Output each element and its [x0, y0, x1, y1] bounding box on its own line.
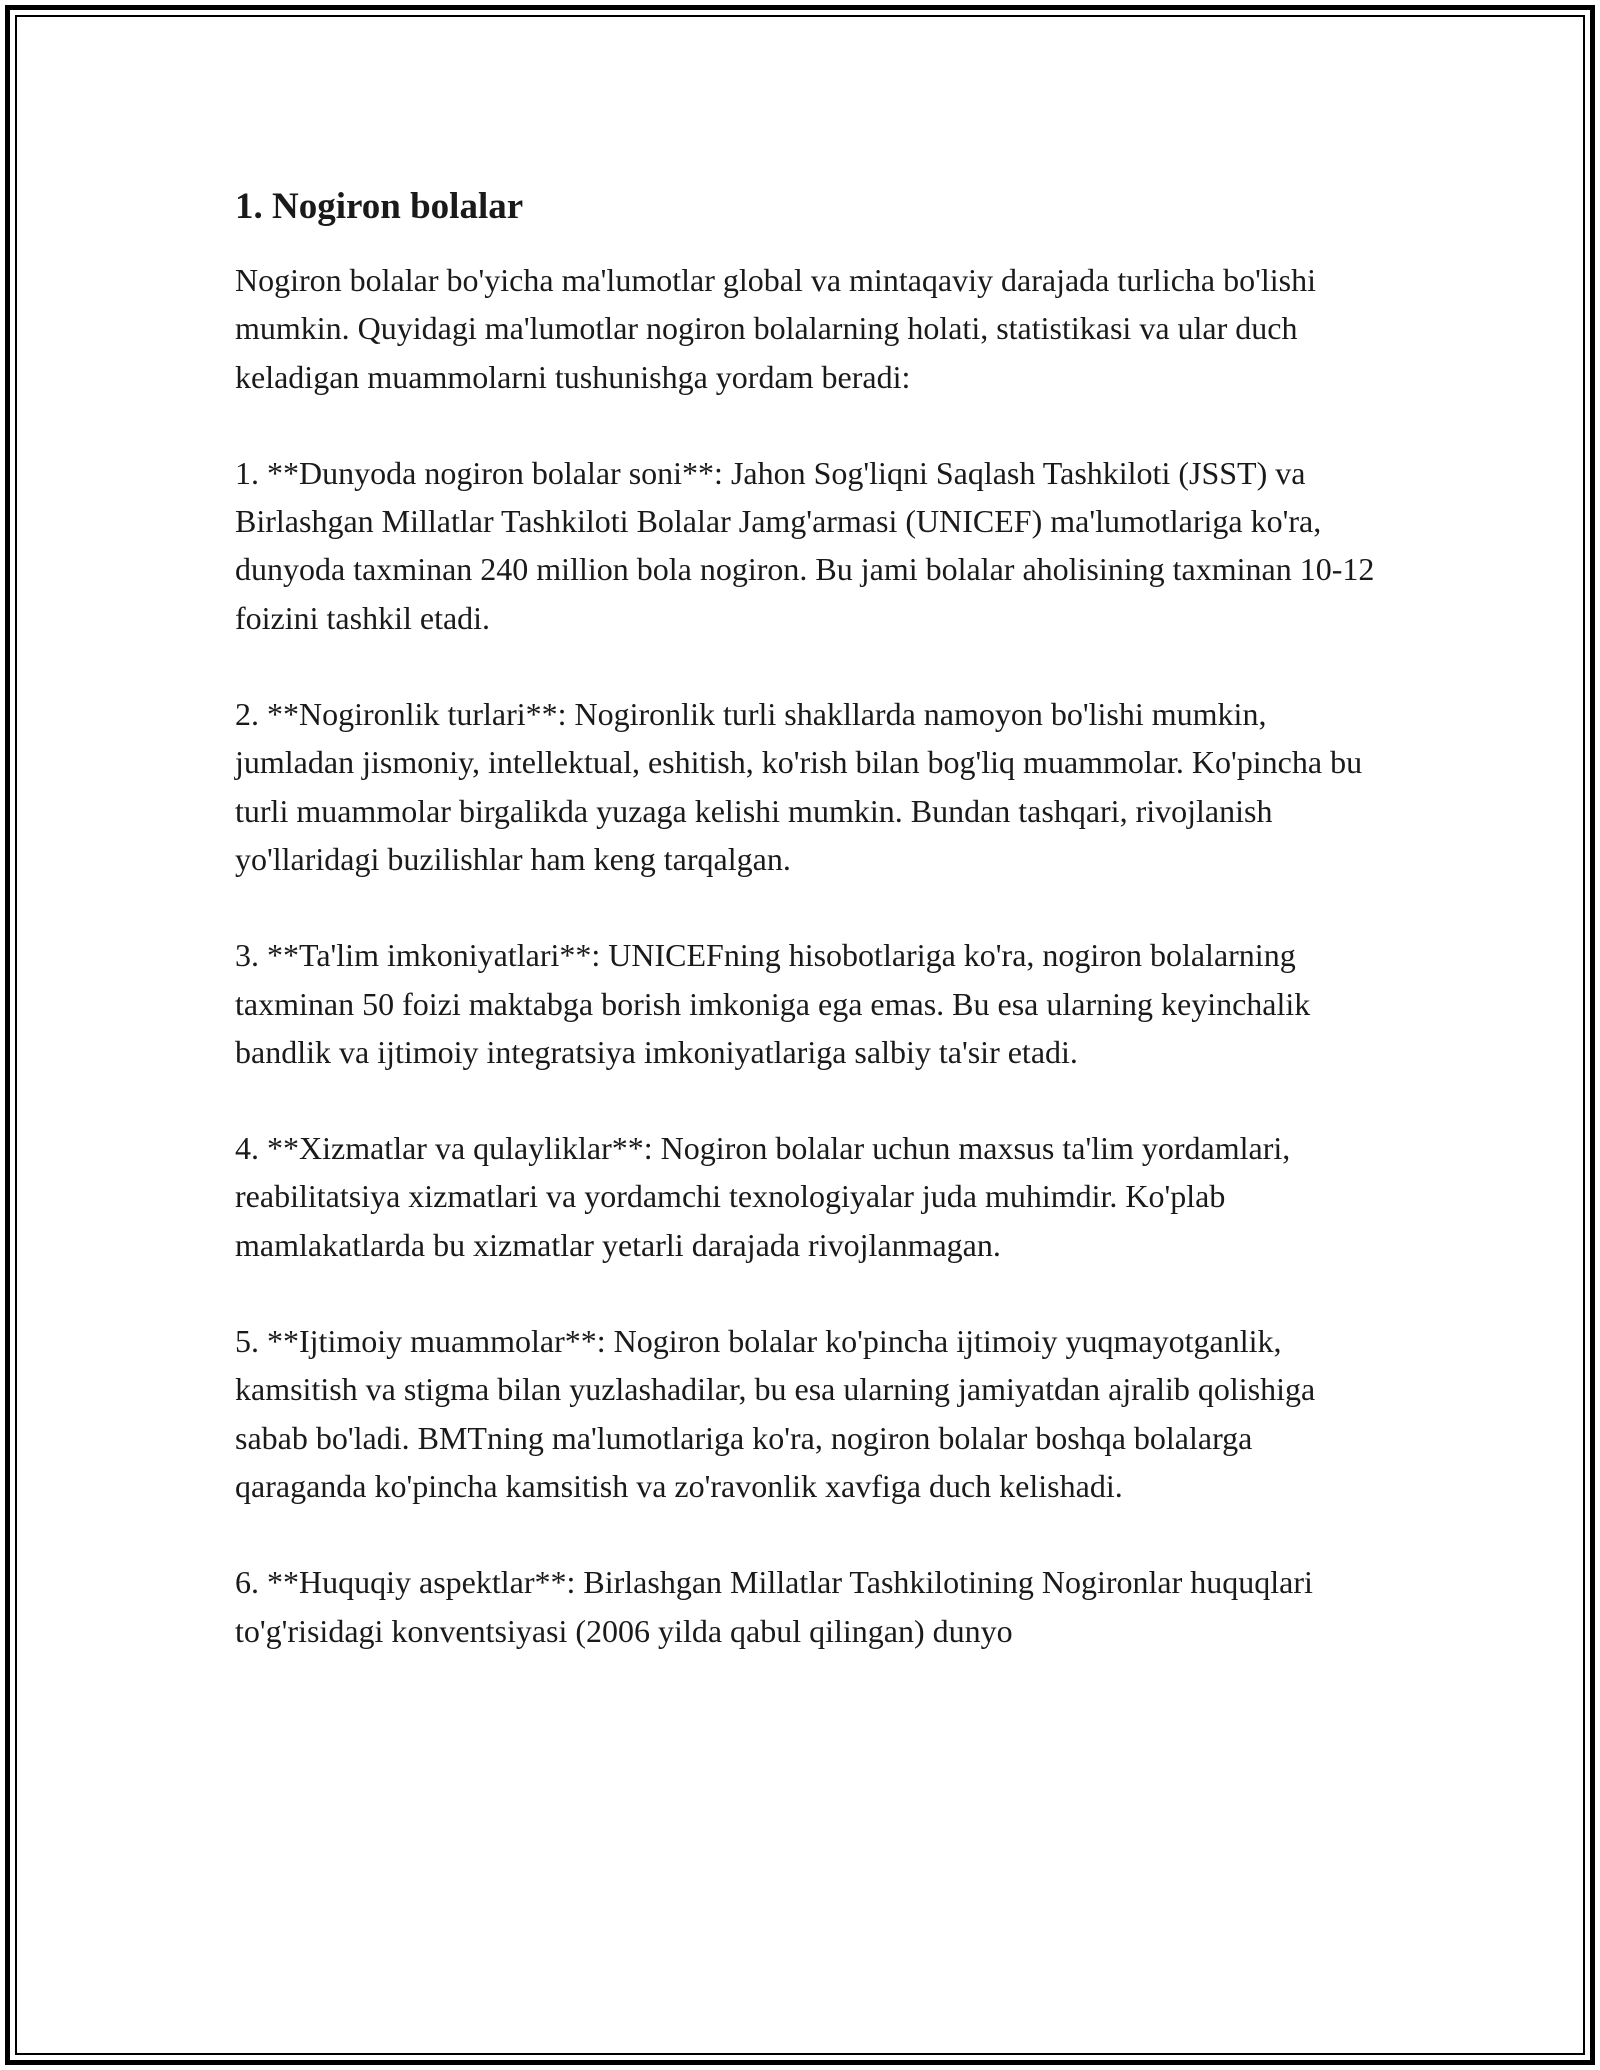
list-item-1: 1. **Dunyoda nogiron bolalar soni**: Jahon Sog'liqni Saqlash Tashkiloti (JSST) va Birlashgan Millatlar Tashkiloti Bolalar Jamg'armasi (UNICEF) ma'lumotlariga ko'ra, dunyoda taxminan 240 million bola nogiron. Bu jami bolalar aholisining taxminan 10-12 foizini tashkil etadi.	[235, 454, 1375, 636]
list-item-2: 2. **Nogironlik turlari**: Nogironlik turli shakllarda namoyon bo'lishi mumkin, jumladan jismoniy, intellektual, eshitish, ko'rish bilan bog'liq muammolar. Ko'pincha bu turli muammolar birgalikda yuzaga kelishi mumkin. Bundan tashqari, rivojlanish yo'llaridagi buzilishlar ham keng tarqalgan.	[235, 696, 1363, 877]
list-item-5: 5. **Ijtimoiy muammolar**: Nogiron bolalar ko'pincha ijtimoiy yuqmayotganlik, kamsitish va stigma bilan yuzlashadilar, bu esa ularning jamiyatdan ajralib qolishiga sabab bo'ladi. BMTning ma'lumotlariga ko'ra, nogiron bolalar boshqa bolalarga qaraganda ko'pincha kamsitish va zo'ravonlik xavfiga duch kelishadi.	[235, 1323, 1316, 1504]
list-item-3: 3. **Ta'lim imkoniyatlari**: UNICEFning hisobotlariga ko'ra, nogiron bolalarning taxminan 50 foizi maktabga borish imkoniga ega emas. Bu esa ularning keyinchalik bandlik va ijtimoiy integratsiya imkoniyatlariga salbiy ta'sir etadi.	[235, 937, 1311, 1070]
intro-paragraph: Nogiron bolalar bo'yicha ma'lumotlar global va mintaqaviy darajada turlicha bo'lishi mumkin. Quyidagi ma'lumotlar nogiron bolalarning holati, statistikasi va ular duch keladigan muammolarni tushunishga yordam beradi:	[235, 262, 1316, 395]
list-item-6: 6. **Huquqiy aspektlar**: Birlashgan Millatlar Tashkilotining Nogironlar huquqlari to'g'risidagi konventsiyasi (2006 yilda qabul qilingan) dunyo	[235, 1564, 1313, 1649]
document-body	[235, 183, 1385, 1655]
section-heading: 1. Nogiron bolalar	[235, 186, 524, 227]
list-item-4: 4. **Xizmatlar va qulayliklar**: Nogiron bolalar uchun maxsus ta'lim yordamlari, reabilitatsiya xizmatlari va yordamchi texnologiyalar juda muhimdir. Ko'plab mamlakatlarda bu xizmatlar yetarli darajada rivojlanmagan.	[235, 1130, 1291, 1263]
